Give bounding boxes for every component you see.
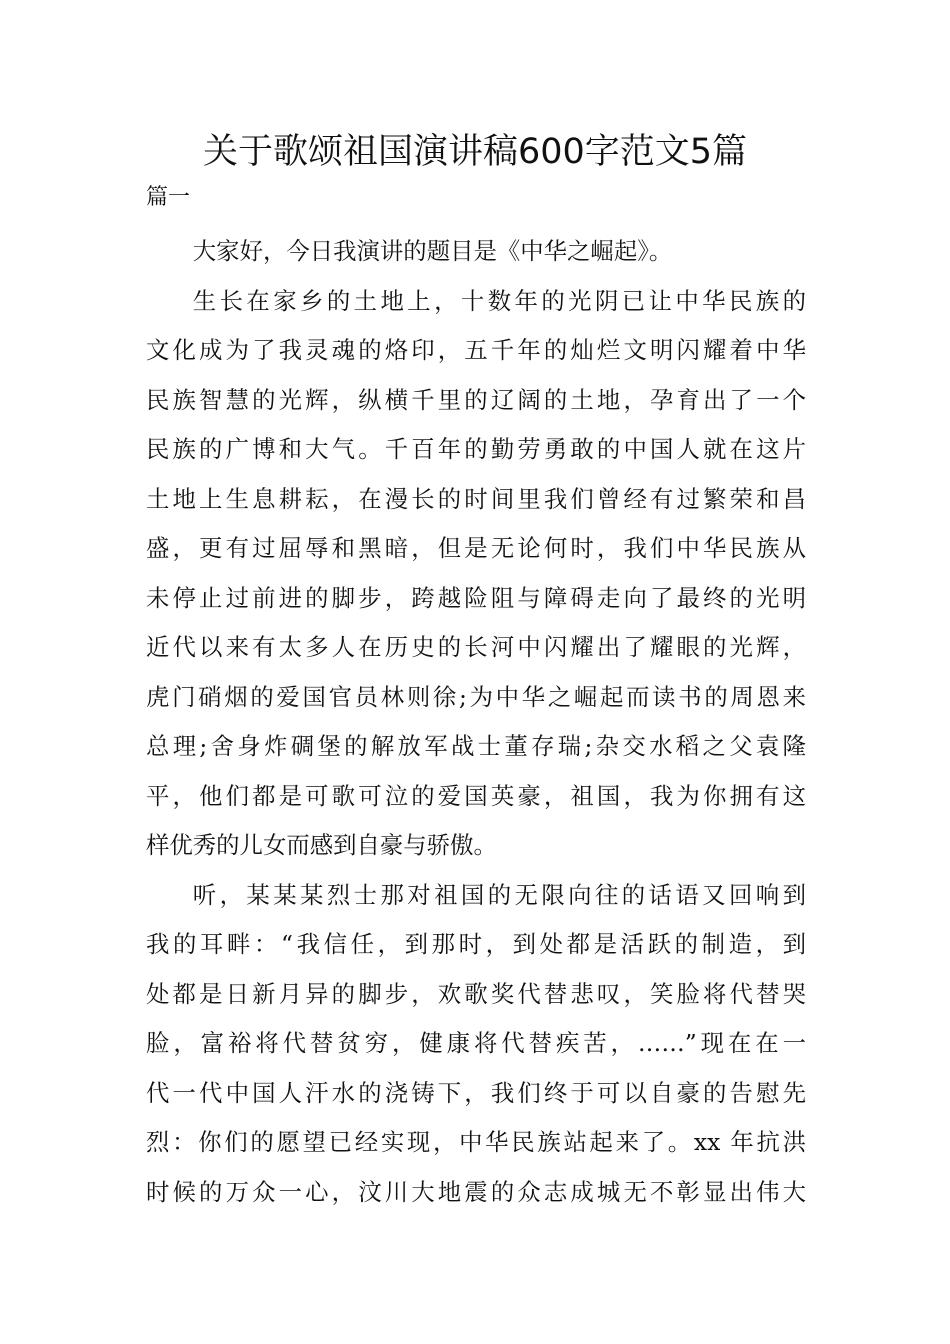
text-line: 我的耳畔：“我信任，到那时，到处都是活跃的制造，到 bbox=[146, 930, 806, 958]
text-line: 时候的万众一心，汶川大地震的众志成城无不彰显出伟大 bbox=[146, 1177, 806, 1206]
paragraph-2 bbox=[146, 277, 806, 871]
document-title: 关于歌颂祖国演讲稿600字范文5篇 bbox=[202, 132, 748, 172]
document-body bbox=[146, 227, 806, 1217]
section-label: 篇一 bbox=[146, 185, 191, 210]
text-line: 未停止过前进的脚步，跨越险阻与障碍走向了最终的光明 bbox=[146, 583, 806, 612]
text-line: 民族智慧的光辉，纵横千里的辽阔的土地，孕育出了一个 bbox=[146, 385, 806, 414]
text-line: 听，某某某烈士那对祖国的无限向往的话语又回响到 bbox=[192, 880, 806, 909]
text-line: 民族的广博和大气。千百年的勤劳勇敢的中国人就在这片 bbox=[146, 435, 806, 463]
text-line: 总理;舍身炸碉堡的解放军战士董存瑞;杂交水稻之父袁隆 bbox=[146, 732, 806, 760]
text-line: 样优秀的儿女而感到自豪与骄傲。 bbox=[146, 831, 497, 859]
text-line: 大家好，今日我演讲的题目是《中华之崛起》。 bbox=[192, 237, 673, 265]
text-line: 代一代中国人汗水的浇铸下，我们终于可以自豪的告慰先 bbox=[146, 1078, 806, 1107]
text-line: 近代以来有太多人在历史的长河中闪耀出了耀眼的光辉， bbox=[146, 633, 806, 661]
text-line: 盛，更有过屈辱和黑暗，但是无论何时，我们中华民族从 bbox=[146, 534, 806, 562]
paragraph-1 bbox=[146, 227, 806, 277]
text-line: 烈：你们的愿望已经实现，中华民族站起来了。xx 年抗洪 bbox=[146, 1128, 806, 1156]
paragraph-3 bbox=[146, 871, 806, 1218]
text-line: 文化成为了我灵魂的烙印，五千年的灿烂文明闪耀着中华 bbox=[146, 336, 806, 364]
text-line: 土地上生息耕耘，在漫长的时间里我们曾经有过繁荣和昌 bbox=[146, 484, 806, 513]
text-line: 处都是日新月异的脚步，欢歌奖代替悲叹，笑脸将代替哭 bbox=[146, 979, 806, 1008]
text-line: 生长在家乡的土地上，十数年的光阴已让中华民族的 bbox=[192, 286, 806, 315]
text-line: 脸，富裕将代替贫穷，健康将代替疾苦，……”现在在一 bbox=[146, 1029, 806, 1057]
text-line: 虎门硝烟的爱国官员林则徐;为中华之崛起而读书的周恩来 bbox=[146, 682, 806, 711]
text-line: 平，他们都是可歌可泣的爱国英豪，祖国，我为你拥有这 bbox=[146, 781, 806, 810]
